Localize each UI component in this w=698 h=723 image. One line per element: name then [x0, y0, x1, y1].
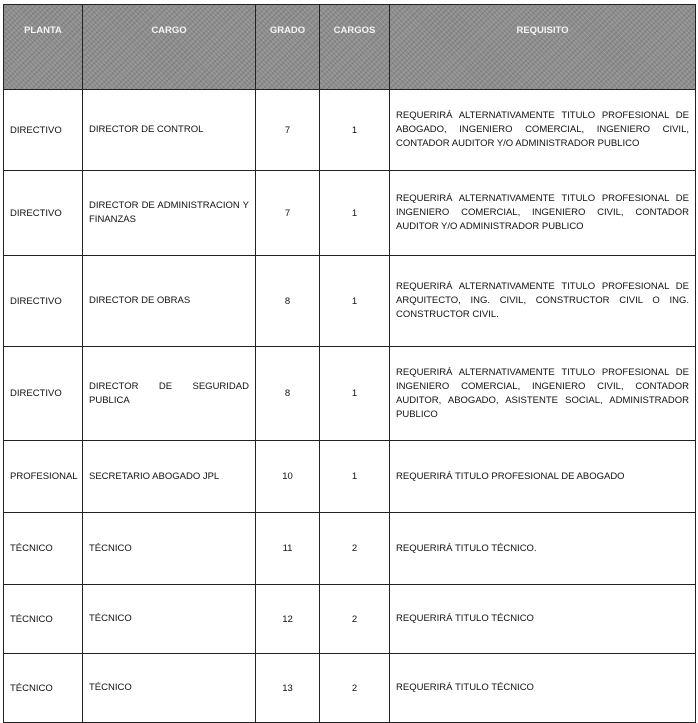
cell-planta: DIRECTIVO [4, 347, 83, 441]
cell-cargo: TÉCNICO [83, 513, 256, 585]
cell-requisito: REQUERIRÁ TITULO TÉCNICO [390, 585, 696, 654]
table-row [4, 513, 696, 585]
cell-requisito: REQUERIRÁ TITULO PROFESIONAL DE ABOGADO [390, 441, 696, 513]
table-body [4, 90, 696, 723]
cell-planta: TÉCNICO [4, 585, 83, 654]
cell-requisito: REQUERIRÁ ALTERNATIVAMENTE TITULO PROFESIONAL DE ABOGADO, INGENIERO COMERCIAL, INGENIERO CIVIL, CONTADOR AUDITOR Y/O ADMINISTRADOR PUBLICO [390, 90, 696, 171]
staff-positions-table [3, 4, 696, 723]
cell-requisito: REQUERIRÁ ALTERNATIVAMENTE TITULO PROFESIONAL DE ARQUITECTO, ING. CIVIL, CONSTRUCTOR CIVIL O ING. CONSTRUCTOR CIVIL. [390, 256, 696, 347]
table-row [4, 171, 696, 256]
cell-planta: DIRECTIVO [4, 171, 83, 256]
cell-cargo: DIRECTOR DE CONTROL [83, 90, 256, 171]
cell-requisito: REQUERIRÁ TITULO TÉCNICO. [390, 513, 696, 585]
cell-cargo: DIRECTOR DE SEGURIDAD PUBLICA [83, 347, 256, 441]
table-row [4, 90, 696, 171]
cell-cargos: 2 [320, 513, 390, 585]
cell-cargos: 1 [320, 441, 390, 513]
cell-grado: 10 [256, 441, 320, 513]
cell-cargo: TÉCNICO [83, 654, 256, 723]
cell-cargo: SECRETARIO ABOGADO JPL [83, 441, 256, 513]
header-planta: PLANTA [4, 5, 83, 90]
cell-cargos: 2 [320, 654, 390, 723]
header-row [4, 5, 696, 90]
cell-planta: TÉCNICO [4, 654, 83, 723]
header-grado: GRADO [256, 5, 320, 90]
cell-grado: 8 [256, 256, 320, 347]
cell-grado: 11 [256, 513, 320, 585]
table-row [4, 347, 696, 441]
cell-cargo: DIRECTOR DE ADMINISTRACION Y FINANZAS [83, 171, 256, 256]
table-row [4, 441, 696, 513]
cell-cargo: TÉCNICO [83, 585, 256, 654]
table-header [4, 5, 696, 90]
cell-grado: 7 [256, 171, 320, 256]
table-row [4, 585, 696, 654]
table-row [4, 654, 696, 723]
header-cargos: CARGOS [320, 5, 390, 90]
table-row [4, 256, 696, 347]
cell-planta: PROFESIONAL [4, 441, 83, 513]
cell-cargo: DIRECTOR DE OBRAS [83, 256, 256, 347]
cell-planta: TÉCNICO [4, 513, 83, 585]
cell-planta: DIRECTIVO [4, 256, 83, 347]
cell-cargos: 1 [320, 171, 390, 256]
header-requisito: REQUISITO [390, 5, 696, 90]
cell-grado: 7 [256, 90, 320, 171]
cell-requisito: REQUERIRÁ ALTERNATIVAMENTE TITULO PROFESIONAL DE INGENIERO COMERCIAL, INGENIERO CIVIL, CONTADOR AUDITOR, ABOGADO, ASISTENTE SOCIAL, ADMINISTRADOR PUBLICO [390, 347, 696, 441]
cell-requisito: REQUERIRÁ ALTERNATIVAMENTE TITULO PROFESIONAL DE INGENIERO COMERCIAL, INGENIERO CIVIL, CONTADOR AUDITOR Y/O ADMINISTRADOR PUBLICO [390, 171, 696, 256]
cell-cargos: 1 [320, 256, 390, 347]
cell-requisito: REQUERIRÁ TITULO TÉCNICO [390, 654, 696, 723]
cell-cargos: 1 [320, 90, 390, 171]
cell-grado: 8 [256, 347, 320, 441]
cell-cargos: 1 [320, 347, 390, 441]
cell-grado: 12 [256, 585, 320, 654]
cell-cargos: 2 [320, 585, 390, 654]
cell-grado: 13 [256, 654, 320, 723]
cell-planta: DIRECTIVO [4, 90, 83, 171]
header-cargo: CARGO [83, 5, 256, 90]
